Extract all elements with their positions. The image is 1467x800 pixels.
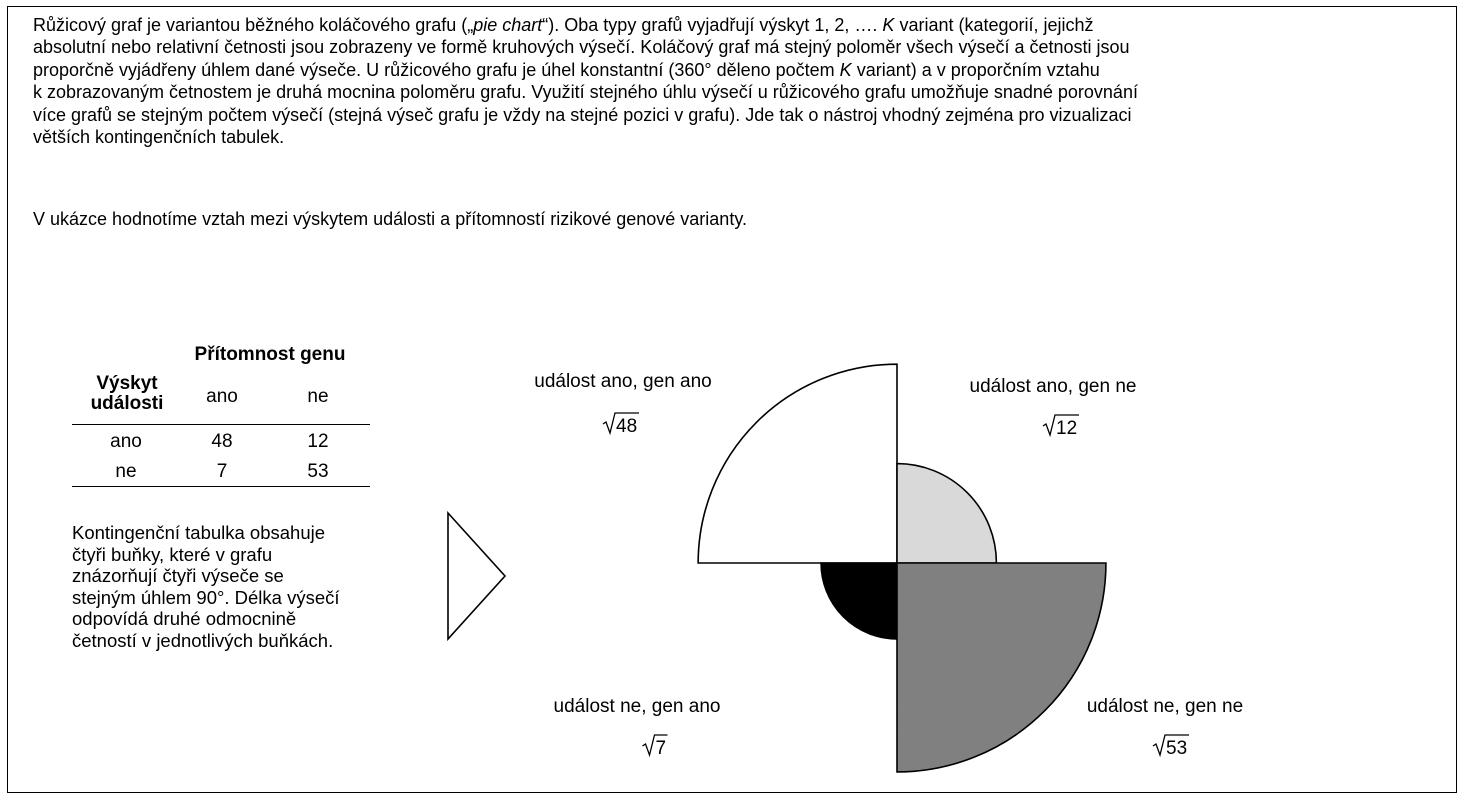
intro-paragraph: Růžicový graf je variantou běžného koláčového grafu („pie chart“). Oba typy grafů vyjadřují výskyt 1, 2, …. K variant (kategorií, jejichž absolutní nebo relativní četnosti jsou zobrazeny ve formě kruhových výsečí. Koláčový graf má stejný poloměr všech výsečí a četnosti jsou proporčně vyjádřeny úhlem dané výseče. U růžicového grafu je úhel konstantní (360° děleno počtem K variant) a v proporčním vztahu k zobrazovaným četnostem je druhá mocnina poloměru grafu. Využití stejného úhlu výsečí u růžicového grafu umožňuje snadné porovnání více grafů se stejným počtem výsečí (stejná výseč grafu je vždy na stejné pozici v grafu). Jde tak o nástroj vhodný zejména pro vizualizaci větších kontingenčních tabulek. (33, 15, 1138, 148)
arrow-right-icon (448, 513, 505, 639)
cell-no-yes: 7 (216, 461, 228, 482)
sqrt-label-2 (1043, 415, 1079, 439)
sqrt-value: 48 (616, 416, 638, 437)
rose-sector-1 (698, 364, 897, 563)
sqrt-label-3 (643, 735, 668, 759)
cell-yes-yes: 48 (211, 431, 233, 452)
rose-sector-4 (897, 563, 1106, 772)
sector-label-2: událost ano, gen ne (969, 376, 1137, 397)
col-header-no: ne (307, 386, 329, 407)
rose-sector-3 (821, 563, 897, 639)
sqrt-label-1 (603, 413, 639, 437)
gene-header: Přítomnost genu (194, 344, 346, 365)
sqrt-value: 12 (1056, 418, 1078, 439)
event-header: Výskyt události (90, 373, 164, 414)
sector-label-1: událost ano, gen ano (534, 371, 712, 392)
sector-label-3: událost ne, gen ano (553, 696, 721, 717)
sqrt-value: 53 (1166, 738, 1188, 759)
row-label-yes: ano (110, 431, 142, 452)
row-label-no: ne (115, 461, 137, 482)
sector-label-4: událost ne, gen ne (1086, 696, 1244, 717)
sqrt-label-4 (1153, 735, 1189, 759)
sample-sentence: V ukázce hodnotíme vztah mezi výskytem události a přítomností rizikové genové varianty. (33, 209, 747, 229)
cell-yes-no: 12 (307, 431, 329, 452)
explanation-note: Kontingenční tabulka obsahuje čtyři buňky, které v grafu znázorňují čtyři výseče se stejným úhlem 90°. Délka výsečí odpovídá druhé odmocnině četností v jednotlivých buňkách. (72, 522, 340, 651)
col-header-yes: ano (206, 386, 238, 407)
rose-sector-2 (897, 464, 996, 563)
cell-no-no: 53 (307, 461, 329, 482)
sqrt-value: 7 (655, 738, 667, 759)
